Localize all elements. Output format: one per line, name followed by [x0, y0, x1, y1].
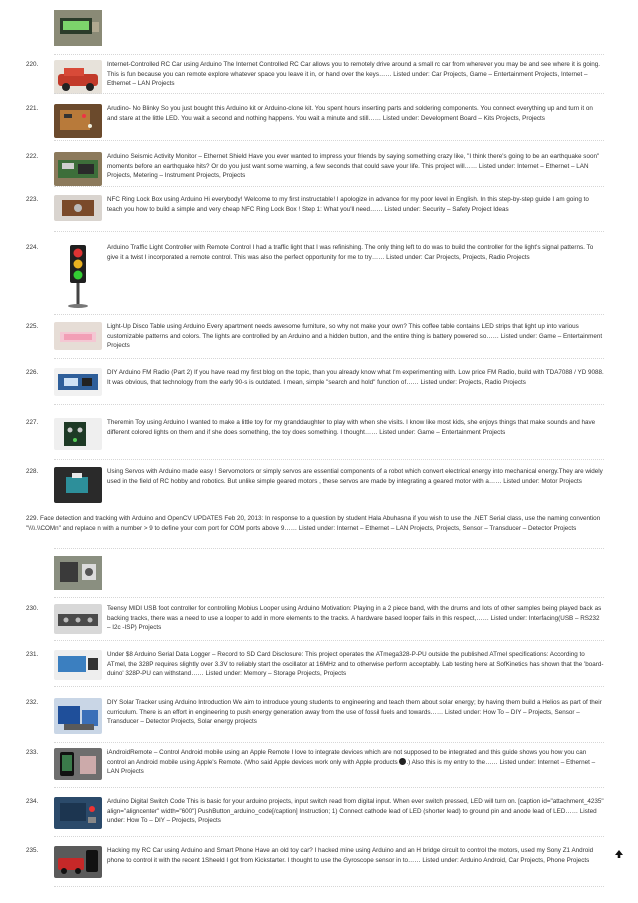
entry-thumbnail[interactable] — [54, 418, 102, 450]
android-remote-image — [54, 748, 102, 780]
entry-number: 224. — [26, 244, 39, 251]
traffic-light-image — [54, 243, 102, 309]
nfc-lock-box-image — [54, 195, 102, 221]
data-logger-image — [54, 650, 102, 680]
separator — [54, 886, 604, 887]
entry-number: 220. — [26, 61, 39, 68]
separator — [54, 93, 604, 94]
entry-text[interactable] — [26, 514, 604, 533]
separator — [54, 231, 604, 232]
midi-foot-controller-image — [54, 604, 102, 634]
separator — [54, 836, 604, 837]
rc-car-image — [54, 60, 102, 94]
entry-thumbnail[interactable] — [54, 152, 102, 186]
entry-text[interactable] — [107, 748, 604, 777]
servo-image — [54, 467, 102, 503]
entry-number: 232. — [26, 699, 39, 706]
entry-text[interactable]: Arduino Seismic Activity Monitor – Ethernet Shield Have you ever wanted to impress your friends by saying something crazy like, "I think there's going to be an earthquake soon" moments before an earthquake hits? Or do you just want some warning, a few seconds that could save your life. This project will…… Listed under: Internet – Ethernet – LAN Projects, Metering – Instrument Projects, Projects — [107, 153, 600, 180]
entry-number: 222. — [26, 153, 39, 160]
separator — [54, 686, 604, 687]
entry-number: 234. — [26, 798, 39, 805]
entry-thumbnail[interactable] — [54, 60, 102, 94]
entry-text[interactable]: DIY Solar Tracker using Arduino Introduction We aim to introduce young students to engineering and teach them about solar energy; by having them build a Helios as part of their curriculum. There is an effort in engineering to push energy generation away from the use of fossil fuels and towards…… Listed under: How To – DIY – Projects, Sensor – Transducer – Detector Projects, Solar energy projects — [107, 699, 602, 726]
entry-text[interactable]: Hacking my RC Car using Arduino and Smart Phone Have an old toy car? I hacked mine using Arduino and an H bridge circuit to control the motors, used my Sony Z1 Android phone to control it with the recent 1Sheeld I got from Kickstarter. I thought to use the Gyroscope sensor in to…… Listed under: Arduino Android, Car Projects, Phone Projects — [107, 847, 594, 864]
up-arrow-glyph — [614, 849, 624, 859]
entry-thumbnail[interactable] — [54, 368, 102, 396]
seismic-monitor-image — [54, 152, 102, 186]
entry-thumbnail[interactable] — [54, 846, 102, 878]
arduino-kit-image — [54, 104, 102, 138]
separator — [54, 314, 604, 315]
separator — [54, 459, 604, 460]
entry-text[interactable]: Under $8 Arduino Serial Data Logger – Record to SD Card Disclosure: This project operates the ATmega328-P-PU outside the published ATmel specifications: According to ATmel, the 328P requires slightly over 3.3V to reliably start the oscillator at 16MHz and to otherwise perform acceptably. Lab testing here at SofKinetics has shown that the 'board-duino' 328P-PU can withstand…… Listed under: Memory – Storage Projects, Projects — [107, 651, 604, 678]
entry-number: 231. — [26, 651, 39, 658]
entry-text[interactable]: NFC Ring Lock Box using Arduino Hi everybody! Welcome to my first instructable! I apologize in advance for my poor level in English. In this step-by-step guide I am going to teach you how to build a simple and very cheap NFC Ring Lock Box ! Step 1: What you'll need…… Listed under: Security – Safety Project Ideas — [107, 196, 589, 213]
entry-thumbnail[interactable] — [54, 467, 102, 503]
entry-number: 229. — [26, 515, 39, 522]
entry-text[interactable]: Theremin Toy using Arduino I wanted to make a little toy for my granddaughter to play with when she visits. I know like most kids, she enjoys things that make sounds and have different colored lights on them and if she does something, the toy does something. I thought…… Listed under: Game – Entertainment Projects — [107, 419, 596, 436]
entry-229-thumbnail[interactable] — [54, 556, 102, 590]
entry-number: 227. — [26, 419, 39, 426]
solar-tracker-image — [54, 698, 102, 734]
entry-number: 225. — [26, 323, 39, 330]
entry-219-thumbnail[interactable] — [54, 10, 102, 46]
entry-text[interactable]: Light-Up Disco Table using Arduino Every apartment needs awesome furniture, so why not make your own? This coffee table contains LED strips that light up into various customizable patterns and colors. The lights are controlled by an Arduino and a hidden button, and the entire thing is battery powered so…… Listed under: Game – Entertainment Projects — [107, 323, 603, 350]
entry-thumbnail[interactable] — [54, 195, 102, 221]
entry-thumbnail[interactable] — [54, 604, 102, 634]
entry-text[interactable]: Teensy MIDI USB foot controller for controlling Mobius Looper using Arduino Motivation: Playing in a 2 piece band, with the drums and lots of other samples being played back as backing tracks, there was a need to use a looper to add in more elements to the tracks. A hardware based looper fails in this respect,…… Listed under: Interfacing(USB – RS232 – I2c -ISP) Projects — [107, 605, 602, 632]
separator — [54, 54, 604, 55]
separator — [54, 640, 604, 641]
separator — [54, 140, 604, 141]
entry-number: 226. — [26, 369, 39, 376]
entry-body-start: iAndroidRemote – Control Android mobile using an Apple Remote I love to integrate devices which are not supposed to be integrated and this guide shows you how you can control an Android mobile using Apple's Remote. (Who said Apple devices work only with Apple products — [107, 749, 587, 766]
entry-thumbnail[interactable] — [54, 797, 102, 829]
separator — [54, 787, 604, 788]
separator — [54, 358, 604, 359]
entry-number: 223. — [26, 196, 39, 203]
entry-text[interactable]: Arudino- No Blinky So you just bought this Arduino kit or Arduino-clone kit. You spent hours inserting parts and soldering components. You connect everything up and turn it on and stare at the little LED. You wait a second and nothing happens. You wait a minute and still…… Listed under: Development Board – Kits Projects, Projects — [107, 105, 593, 122]
separator — [54, 404, 604, 405]
entry-number: 235. — [26, 847, 39, 854]
separator — [54, 548, 604, 549]
entry-body-end: .) Also this is my entry to the…… Listed under: Internet – Ethernet – LAN Projects — [107, 758, 596, 776]
entry-text[interactable]: Internet-Controlled RC Car using Arduino The Internet Controlled RC Car allows you to remotely drive around a small rc car from wherever you may be and see where it is going. This is fun because you can remote explore whatever space you leave it in, or hand over the keys…… Listed under: Car Projects, Game – Entertainment Projects, Internet – Ethernet – LAN Projects — [107, 61, 601, 88]
theremin-toy-image — [54, 418, 102, 450]
separator — [54, 186, 604, 187]
entry-text[interactable]: Arduino Traffic Light Controller with Remote Control I had a traffic light that I was refinishing. The only thing left to do was to build the controller for the light's signal patterns. To give it a twist I incorporated a remote control. This was also the perfect opportunity for me to try…… Listed under: Car Projects, Projects, Radio Projects — [107, 244, 594, 261]
disco-table-image — [54, 322, 102, 350]
entry-thumbnail[interactable] — [54, 698, 102, 734]
entry-thumbnail[interactable] — [54, 650, 102, 680]
rc-car-phone-image — [54, 846, 102, 878]
entry-number: 230. — [26, 605, 39, 612]
separator — [54, 597, 604, 598]
entry-number: 228. — [26, 468, 39, 475]
up-arrow-icon[interactable] — [614, 849, 624, 859]
entry-text[interactable]: Arduino Digital Switch Code This is basic for your arduino projects, input switch read from digital input. When ever switch pressed, LED will turn on. [caption id="attachment_4235" align="aligncenter" width="600"] PushButton_arduino_code[/caption] Instruction; 1) Connect cathode lead of LED (shorter lead) to ground pin and anode lead of LED…… Listed under: How To – DIY – Projects, Projects — [107, 798, 604, 825]
entry-number: 233. — [26, 749, 39, 756]
entry-thumbnail[interactable] — [54, 322, 102, 350]
digital-switch-image — [54, 797, 102, 829]
entry-text[interactable]: Using Servos with Arduino made easy ! Servomotors or simply servos are essential components of a robot which convert electrical energy into mechanical energy.They are widely used in the field of RC hobby and robotics. But unlike simple geared motors , these servos are made by integrating a geared motor with a…… Listed under: Motor Projects — [107, 468, 603, 485]
entry-body: Face detection and tracking with Arduino and OpenCV UPDATES Feb 20, 2013: In response to a question by student Hala Abuhasna if you wish to use the .NET Serial class, use the naming convention "\\\\.\\COMn" and replace n with a number > 9 to define your com port for COM ports above 9…… Listed under: Internet – Ethernet – LAN Projects, Projects, Sensor – Transducer – Detector Projects — [26, 515, 601, 532]
entry-thumbnail[interactable] — [54, 104, 102, 138]
separator — [54, 742, 604, 743]
face-tracking-image — [54, 556, 102, 590]
entry-thumbnail[interactable] — [54, 748, 102, 780]
entry-text[interactable]: DIY Arduino FM Radio (Part 2) If you have read my first blog on the topic, than you already know what I'm experimenting with. Low price FM Radio, build with TDA7088 / YD 9088. It was obvious, that technology from the early 90-s is outdated. I mean, simple "search and hold" function of…… Listed under: Projects, Radio Projects — [107, 369, 604, 386]
display-board-image — [54, 10, 102, 46]
fm-radio-image — [54, 368, 102, 396]
entry-thumbnail[interactable] — [54, 243, 102, 309]
entry-number: 221. — [26, 105, 39, 112]
